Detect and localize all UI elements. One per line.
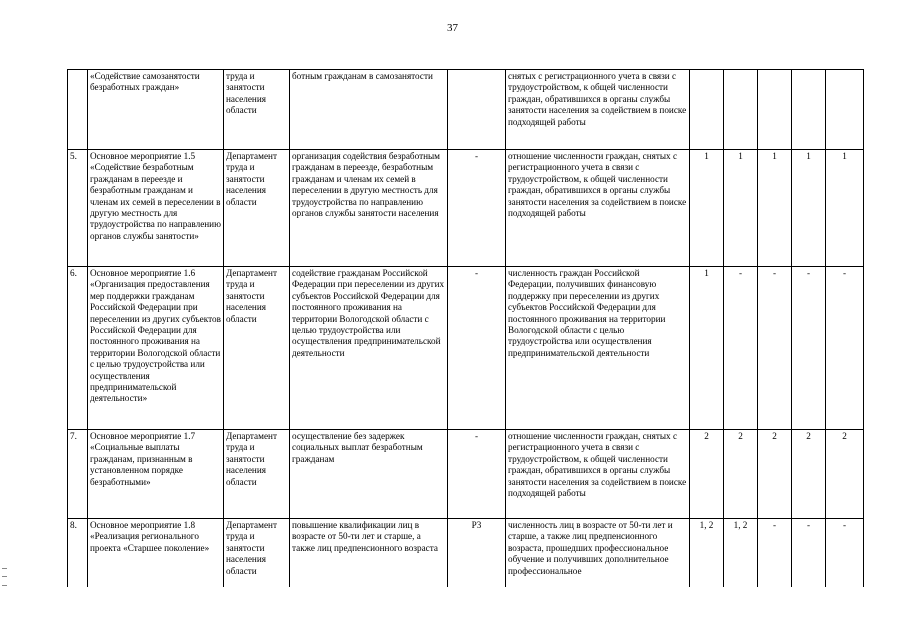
activity-content: повышение квалификации лиц в возрасте от 50-ти лет и старше, а также лиц предпенсионного возраста bbox=[290, 519, 448, 588]
scan-edge-mark bbox=[2, 568, 7, 586]
year-value: 2 bbox=[826, 430, 864, 519]
table-row bbox=[68, 70, 864, 150]
year-value: 1 bbox=[724, 150, 758, 267]
activity-content: ботным гражданам в самозанятости bbox=[290, 70, 448, 150]
responsible-executor: Департамент труда и занятости населения области bbox=[224, 267, 290, 430]
year-value: - bbox=[792, 519, 826, 588]
year-value bbox=[758, 70, 792, 150]
activity-name: Основное мероприятие 1.7 «Социальные выплаты гражданам, признанным в установленном порядке безработными» bbox=[88, 430, 224, 519]
year-value: 1 bbox=[690, 267, 724, 430]
indicator-text: снятых с регистрационного учета в связи с трудоустройством, к общей численности граждан, обратившихся в органы службы занятости населения за содействием в поиске подходящей работы bbox=[506, 70, 690, 150]
indicator-text: отношение численности граждан, снятых с регистрационного учета в связи с трудоустройством, к общей численности граждан, обратившихся в органы службы занятости населения за содействием в поиске подходящей работы bbox=[506, 430, 690, 519]
responsible-executor: Департамент труда и занятости населения области bbox=[224, 519, 290, 588]
year-value: 1 bbox=[690, 150, 724, 267]
year-value: 2 bbox=[724, 430, 758, 519]
year-value: 2 bbox=[690, 430, 724, 519]
year-value bbox=[792, 70, 826, 150]
year-value: 1, 2 bbox=[724, 519, 758, 588]
indicator-text: численность граждан Российской Федерации, получивших финансовую поддержку при переселении из других субъектов Российской Федерации для постоянного проживания на территории Вологодской области с целью трудоустройства или осуществления предпринимательской деятельности bbox=[506, 267, 690, 430]
project-code: - bbox=[448, 430, 506, 519]
year-value: - bbox=[758, 519, 792, 588]
project-code bbox=[448, 70, 506, 150]
year-value: - bbox=[826, 519, 864, 588]
table-row bbox=[68, 267, 864, 430]
table-row bbox=[68, 430, 864, 519]
table-row bbox=[68, 519, 864, 588]
year-value: - bbox=[792, 267, 826, 430]
page-number: 37 bbox=[447, 22, 458, 34]
year-value: - bbox=[826, 267, 864, 430]
row-number: 6. bbox=[68, 267, 88, 430]
activity-name: Основное мероприятие 1.6 «Организация предоставления мер поддержки гражданам Российской Федерации при переселении из других субъектов Российской Федерации для постоянного проживания на территории Вологодской области с целью трудоустройства или осуществления предпринимательской деятельности» bbox=[88, 267, 224, 430]
year-value: 1 bbox=[758, 150, 792, 267]
row-number: 5. bbox=[68, 150, 88, 267]
year-value: 2 bbox=[758, 430, 792, 519]
year-value: - bbox=[724, 267, 758, 430]
project-code: - bbox=[448, 150, 506, 267]
activity-name: Основное мероприятие 1.8 «Реализация регионального проекта «Старшее поколение» bbox=[88, 519, 224, 588]
activity-name: Основное мероприятие 1.5 «Содействие безработным гражданам в переезде и безработным гражданам и членам их семей в переселении в другую местность для трудоустройства по направлению органов службы занятости» bbox=[88, 150, 224, 267]
responsible-executor: Департамент труда и занятости населения области bbox=[224, 430, 290, 519]
project-code: Р3 bbox=[448, 519, 506, 588]
activity-content: содействие гражданам Российской Федерации при переселении из других субъектов Российской Федерации для постоянного проживания на территории Вологодской области с целью трудоустройства или осуществления предпринимательской деятельности bbox=[290, 267, 448, 430]
year-value: 1 bbox=[826, 150, 864, 267]
responsible-executor: труда и занятости населения области bbox=[224, 70, 290, 150]
year-value bbox=[724, 70, 758, 150]
indicator-text: численность лиц в возрасте от 50-ти лет и старше, а также лиц предпенсионного возраста, прошедших профессиональное обучение и получивших дополнительное профессиональное bbox=[506, 519, 690, 588]
responsible-executor: Департамент труда и занятости населения области bbox=[224, 150, 290, 267]
program-activities-table bbox=[67, 69, 864, 587]
year-value: 2 bbox=[792, 430, 826, 519]
year-value bbox=[826, 70, 864, 150]
activity-name: «Содействие самозанятости безработных граждан» bbox=[88, 70, 224, 150]
row-number bbox=[68, 70, 88, 150]
activity-content: организация содействия безработным гражданам в переезде, безработным гражданам и членам их семей в переселении в другую местность для трудоустройства по направлению органов службы занятости населения bbox=[290, 150, 448, 267]
year-value bbox=[690, 70, 724, 150]
row-number: 7. bbox=[68, 430, 88, 519]
row-number: 8. bbox=[68, 519, 88, 588]
year-value: 1, 2 bbox=[690, 519, 724, 588]
indicator-text: отношение численности граждан, снятых с регистрационного учета в связи с трудоустройством, к общей численности граждан, обратившихся в органы службы занятости населения за содействием в поиске подходящей работы bbox=[506, 150, 690, 267]
activity-content: осуществление без задержек социальных выплат безработным гражданам bbox=[290, 430, 448, 519]
project-code: - bbox=[448, 267, 506, 430]
table-row bbox=[68, 150, 864, 267]
year-value: - bbox=[758, 267, 792, 430]
year-value: 1 bbox=[792, 150, 826, 267]
